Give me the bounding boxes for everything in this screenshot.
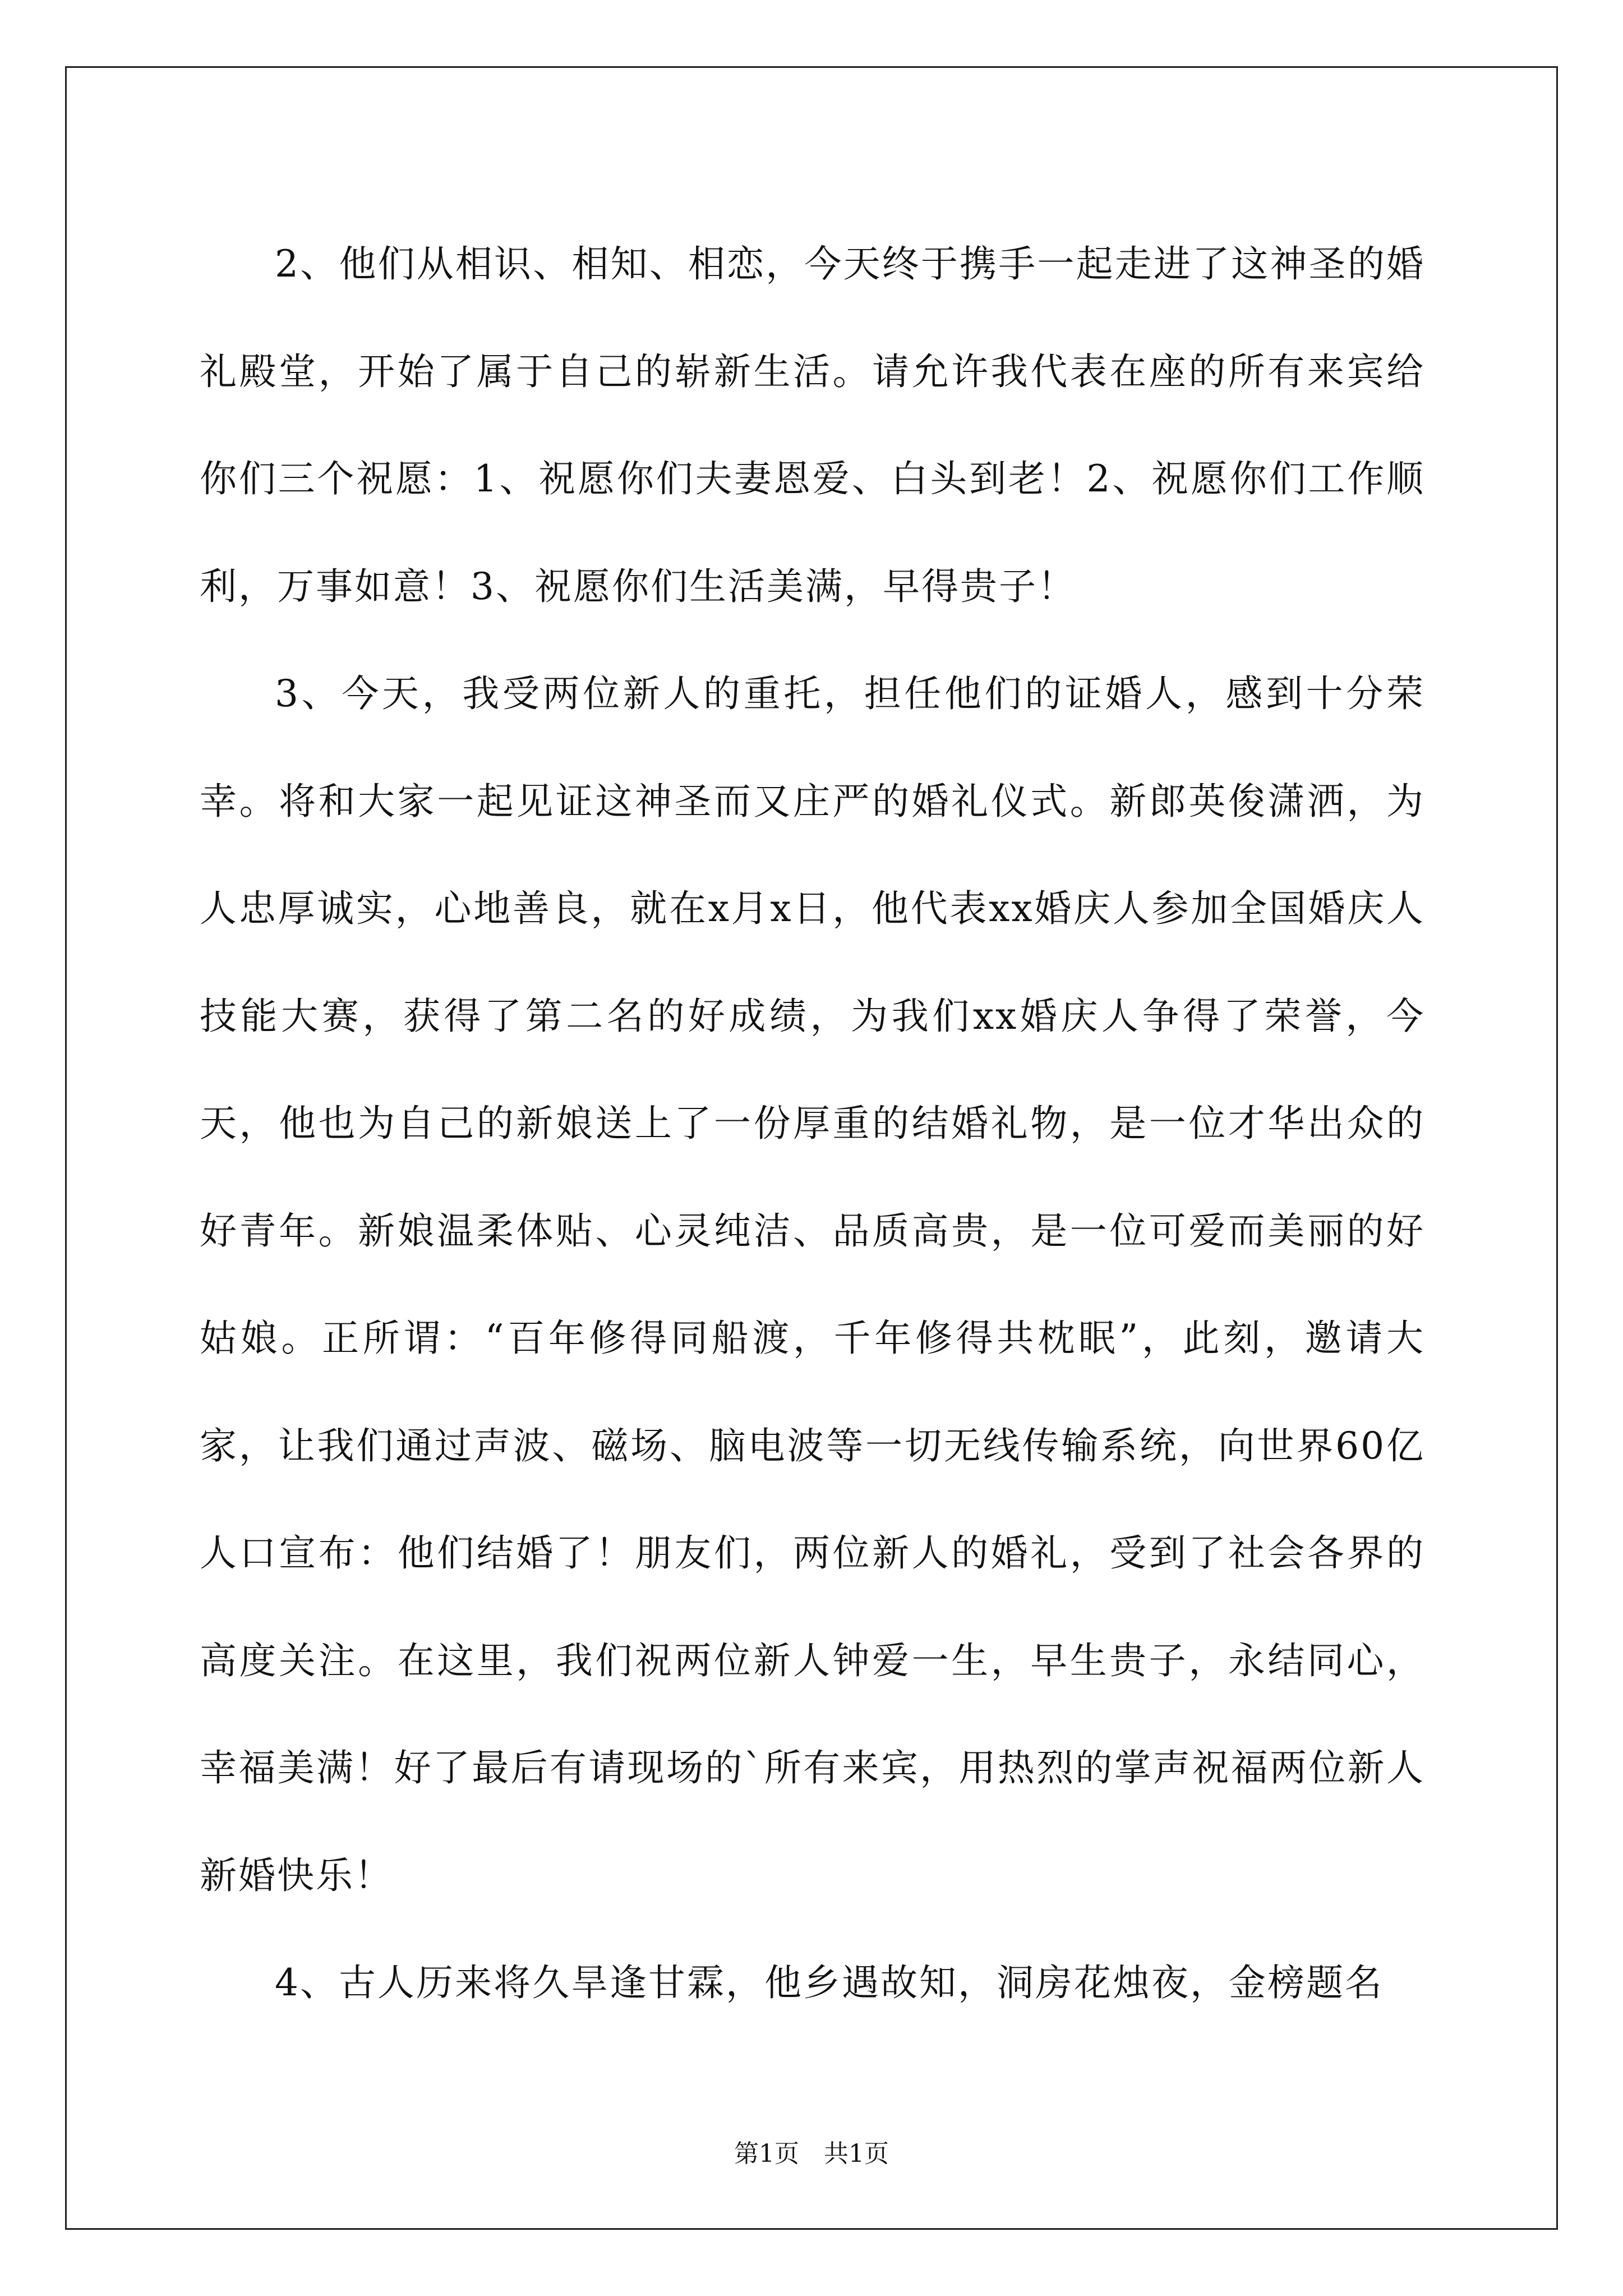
paragraph-4: 4、古人历来将久旱逢甘霖，他乡遇故知，洞房花烛夜，金榜题名 [275, 1961, 1384, 2004]
page-total: 共1页 [824, 2139, 889, 2168]
document-body [200, 210, 1425, 2037]
page-footer [0, 2137, 1623, 2171]
page-number: 第1页 [734, 2139, 799, 2168]
paragraph-2: 2、他们从相识、相知、相恋，今天终于携手一起走进了这神圣的婚礼殿堂，开始了属于自己的崭新生活。请允许我代表在座的所有来宾给你们三个祝愿：1、祝愿你们夫妻恩爱、白头到老！2、祝愿你们工作顺利，万事如意！3、祝愿你们生活美满，早得贵子！ [200, 242, 1425, 608]
paragraph-3: 3、今天，我受两位新人的重托，担任他们的证婚人，感到十分荣幸。将和大家一起见证这神圣而又庄严的婚礼仪式。新郎英俊潇洒，为人忠厚诚实，心地善良，就在x月x日，他代表xx婚庆人参加全国婚庆人技能大赛，获得了第二名的好成绩，为我们xx婚庆人争得了荣誉，今天，他也为自己的新娘送上了一份厚重的结婚礼物，是一位才华出众的好青年。新娘温柔体贴、心灵纯洁、品质高贵，是一位可爱而美丽的好姑娘。正所谓：“百年修得同船渡，千年修得共枕眠”，此刻，邀请大家，让我们通过声波、磁场、脑电波等一切无线传输系统，向世界60亿人口宣布：他们结婚了！朋友们，两位新人的婚礼，受到了社会各界的高度关注。在这里，我们祝两位新人钟爱一生，早生贵子，永结同心，幸福美满！好了最后有请现场的`所有来宾，用热烈的掌声祝福两位新人新婚快乐！ [200, 672, 1425, 1897]
